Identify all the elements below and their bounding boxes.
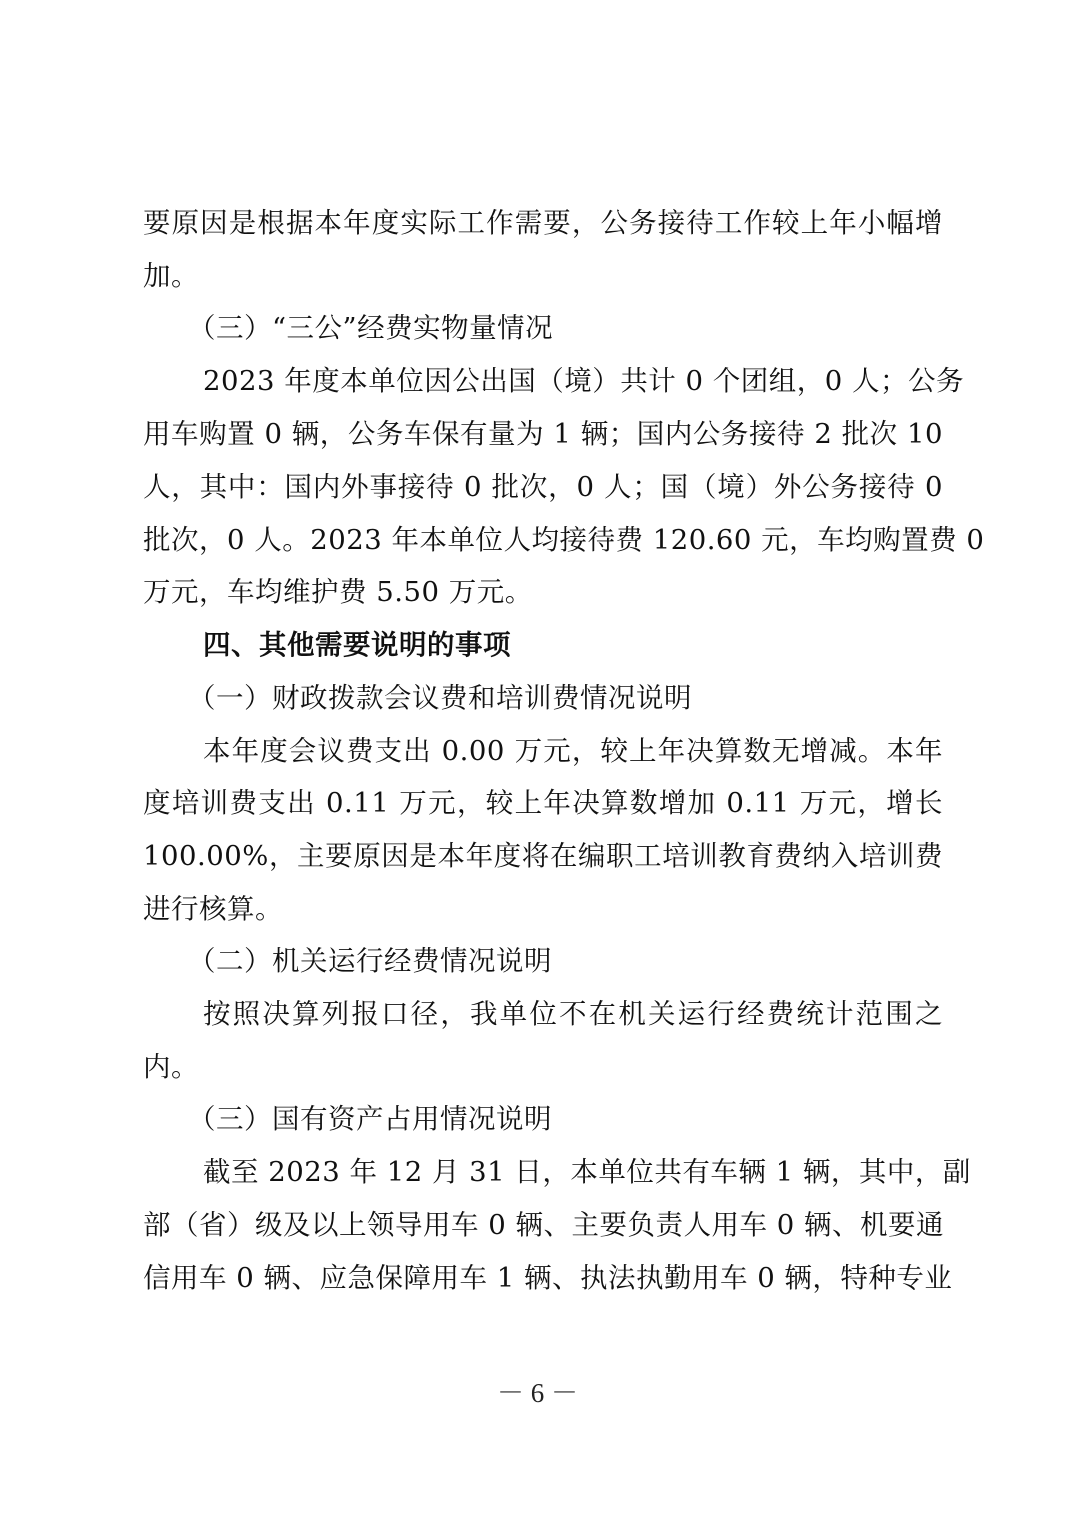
body-text-line: 人，其中：国内外事接待 0 批次，0 人；国（境）外公务接待 0 [143, 471, 943, 503]
chapter-heading: 四、其他需要说明的事项 [203, 629, 511, 661]
page-number: － 6 － [497, 1378, 578, 1408]
section-heading: （二）机关运行经费情况说明 [188, 945, 552, 977]
body-text-line: 用车购置 0 辆，公务车保有量为 1 辆；国内公务接待 2 批次 10 [143, 418, 943, 450]
body-text-line: 内。 [143, 1051, 199, 1083]
body-text-line: 进行核算。 [143, 893, 283, 925]
body-text-line: 截至 2023 年 12 月 31 日，本单位共有车辆 1 辆，其中，副 [203, 1156, 971, 1188]
section-heading: （三）“三公”经费实物量情况 [188, 312, 554, 344]
section-heading: （三）国有资产占用情况说明 [188, 1103, 552, 1135]
body-text-line: 加。 [143, 260, 199, 292]
body-text-line: 2023 年度本单位因公出国（境）共计 0 个团组，0 人；公务 [203, 365, 964, 397]
body-text-line: 按照决算列报口径，我单位不在机关运行经费统计范围之 [203, 998, 943, 1030]
body-text-line: 要原因是根据本年度实际工作需要，公务接待工作较上年小幅增 [143, 207, 943, 239]
body-text-line: 100.00%，主要原因是本年度将在编职工培训教育费纳入培训费 [143, 840, 943, 872]
body-text-line: 批次，0 人。2023 年本单位人均接待费 120.60 元，车均购置费 0 [143, 524, 985, 556]
body-text-line: 信用车 0 辆、应急保障用车 1 辆、执法执勤用车 0 辆，特种专业 [143, 1262, 953, 1294]
body-text-line: 万元，车均维护费 5.50 万元。 [143, 576, 533, 608]
body-text-line: 本年度会议费支出 0.00 万元，较上年决算数无增减。本年 [203, 735, 943, 767]
body-text-line: 部（省）级及以上领导用车 0 辆、主要负责人用车 0 辆、机要通 [143, 1209, 944, 1241]
section-heading: （一）财政拨款会议费和培训费情况说明 [188, 682, 692, 714]
body-text-line: 度培训费支出 0.11 万元，较上年决算数增加 0.11 万元，增长 [143, 787, 943, 819]
